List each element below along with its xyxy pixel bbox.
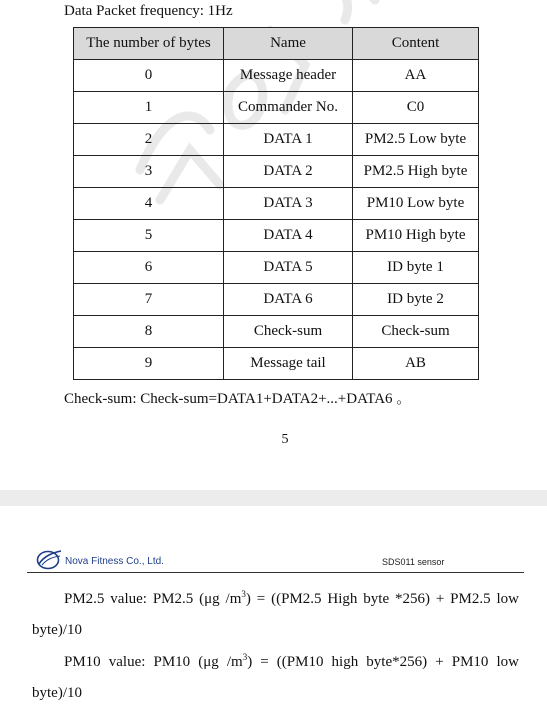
byte-index-cell: 6 [74,252,224,284]
page-separator [0,490,547,506]
byte-index-cell: 1 [74,92,224,124]
name-cell: DATA 1 [224,124,353,156]
byte-index-cell: 2 [74,124,224,156]
checksum-formula: Check-sum: Check-sum=DATA1+DATA2+...+DATA6 。 [64,391,412,407]
model-name: SDS011 sensor [382,557,445,567]
byte-index-cell: 3 [74,156,224,188]
pm25-formula-tail: ) = ((PM2.5 High byte *256) + PM2.5 low byte)/10 [32,591,519,638]
byte-index-cell: 0 [74,60,224,92]
pm25-formula-paragraph [32,579,519,646]
byte-index-cell: 9 [74,348,224,380]
pm25-unit-superscript: 3 [241,589,246,599]
name-cell: Commander No. [224,92,353,124]
content-cell: Check-sum [353,316,479,348]
column-header-bytes: The number of bytes [74,28,224,60]
table-header-row [74,28,479,60]
byte-index-cell: 4 [74,188,224,220]
byte-index-cell: 7 [74,284,224,316]
content-cell: AA [353,60,479,92]
pm10-formula-tail: ) = ((PM10 high byte*256) + PM10 low byte)/10 [32,654,519,701]
name-cell: Message tail [224,348,353,380]
pm10-formula-lead: PM10 value: PM10 (μg /m [64,654,243,670]
content-cell: ID byte 2 [353,284,479,316]
name-cell: DATA 6 [224,284,353,316]
name-cell: DATA 2 [224,156,353,188]
table-row [74,124,479,156]
content-cell: ID byte 1 [353,252,479,284]
content-cell: AB [353,348,479,380]
byte-index-cell: 8 [74,316,224,348]
name-cell: DATA 4 [224,220,353,252]
name-cell: Check-sum [224,316,353,348]
table-row [74,284,479,316]
pm25-formula-lead: PM2.5 value: PM2.5 (μg /m [64,591,242,607]
content-cell: PM10 High byte [353,220,479,252]
name-cell: DATA 5 [224,252,353,284]
table-row [74,92,479,124]
byte-index-cell: 5 [74,220,224,252]
table-row [74,220,479,252]
table-row [74,156,479,188]
pm10-formula-paragraph [32,642,519,709]
header-rule [27,572,524,573]
frequency-line: Data Packet frequency: 1Hz [64,3,233,19]
content-cell: PM2.5 High byte [353,156,479,188]
page-number: 5 [281,432,289,447]
document-page-2 [0,506,547,711]
column-header-content: Content [353,28,479,60]
content-cell: PM10 Low byte [353,188,479,220]
company-logo-icon [36,548,62,570]
column-header-name: Name [224,28,353,60]
table-row [74,188,479,220]
content-cell: C0 [353,92,479,124]
table-row [74,252,479,284]
name-cell: DATA 3 [224,188,353,220]
content-cell: PM2.5 Low byte [353,124,479,156]
table-row [74,316,479,348]
company-name: Nova Fitness Co., Ltd. [65,556,164,567]
name-cell: Message header [224,60,353,92]
pm10-unit-superscript: 3 [242,652,248,662]
table-row [74,60,479,92]
data-packet-table [73,27,479,380]
table-row [74,348,479,380]
